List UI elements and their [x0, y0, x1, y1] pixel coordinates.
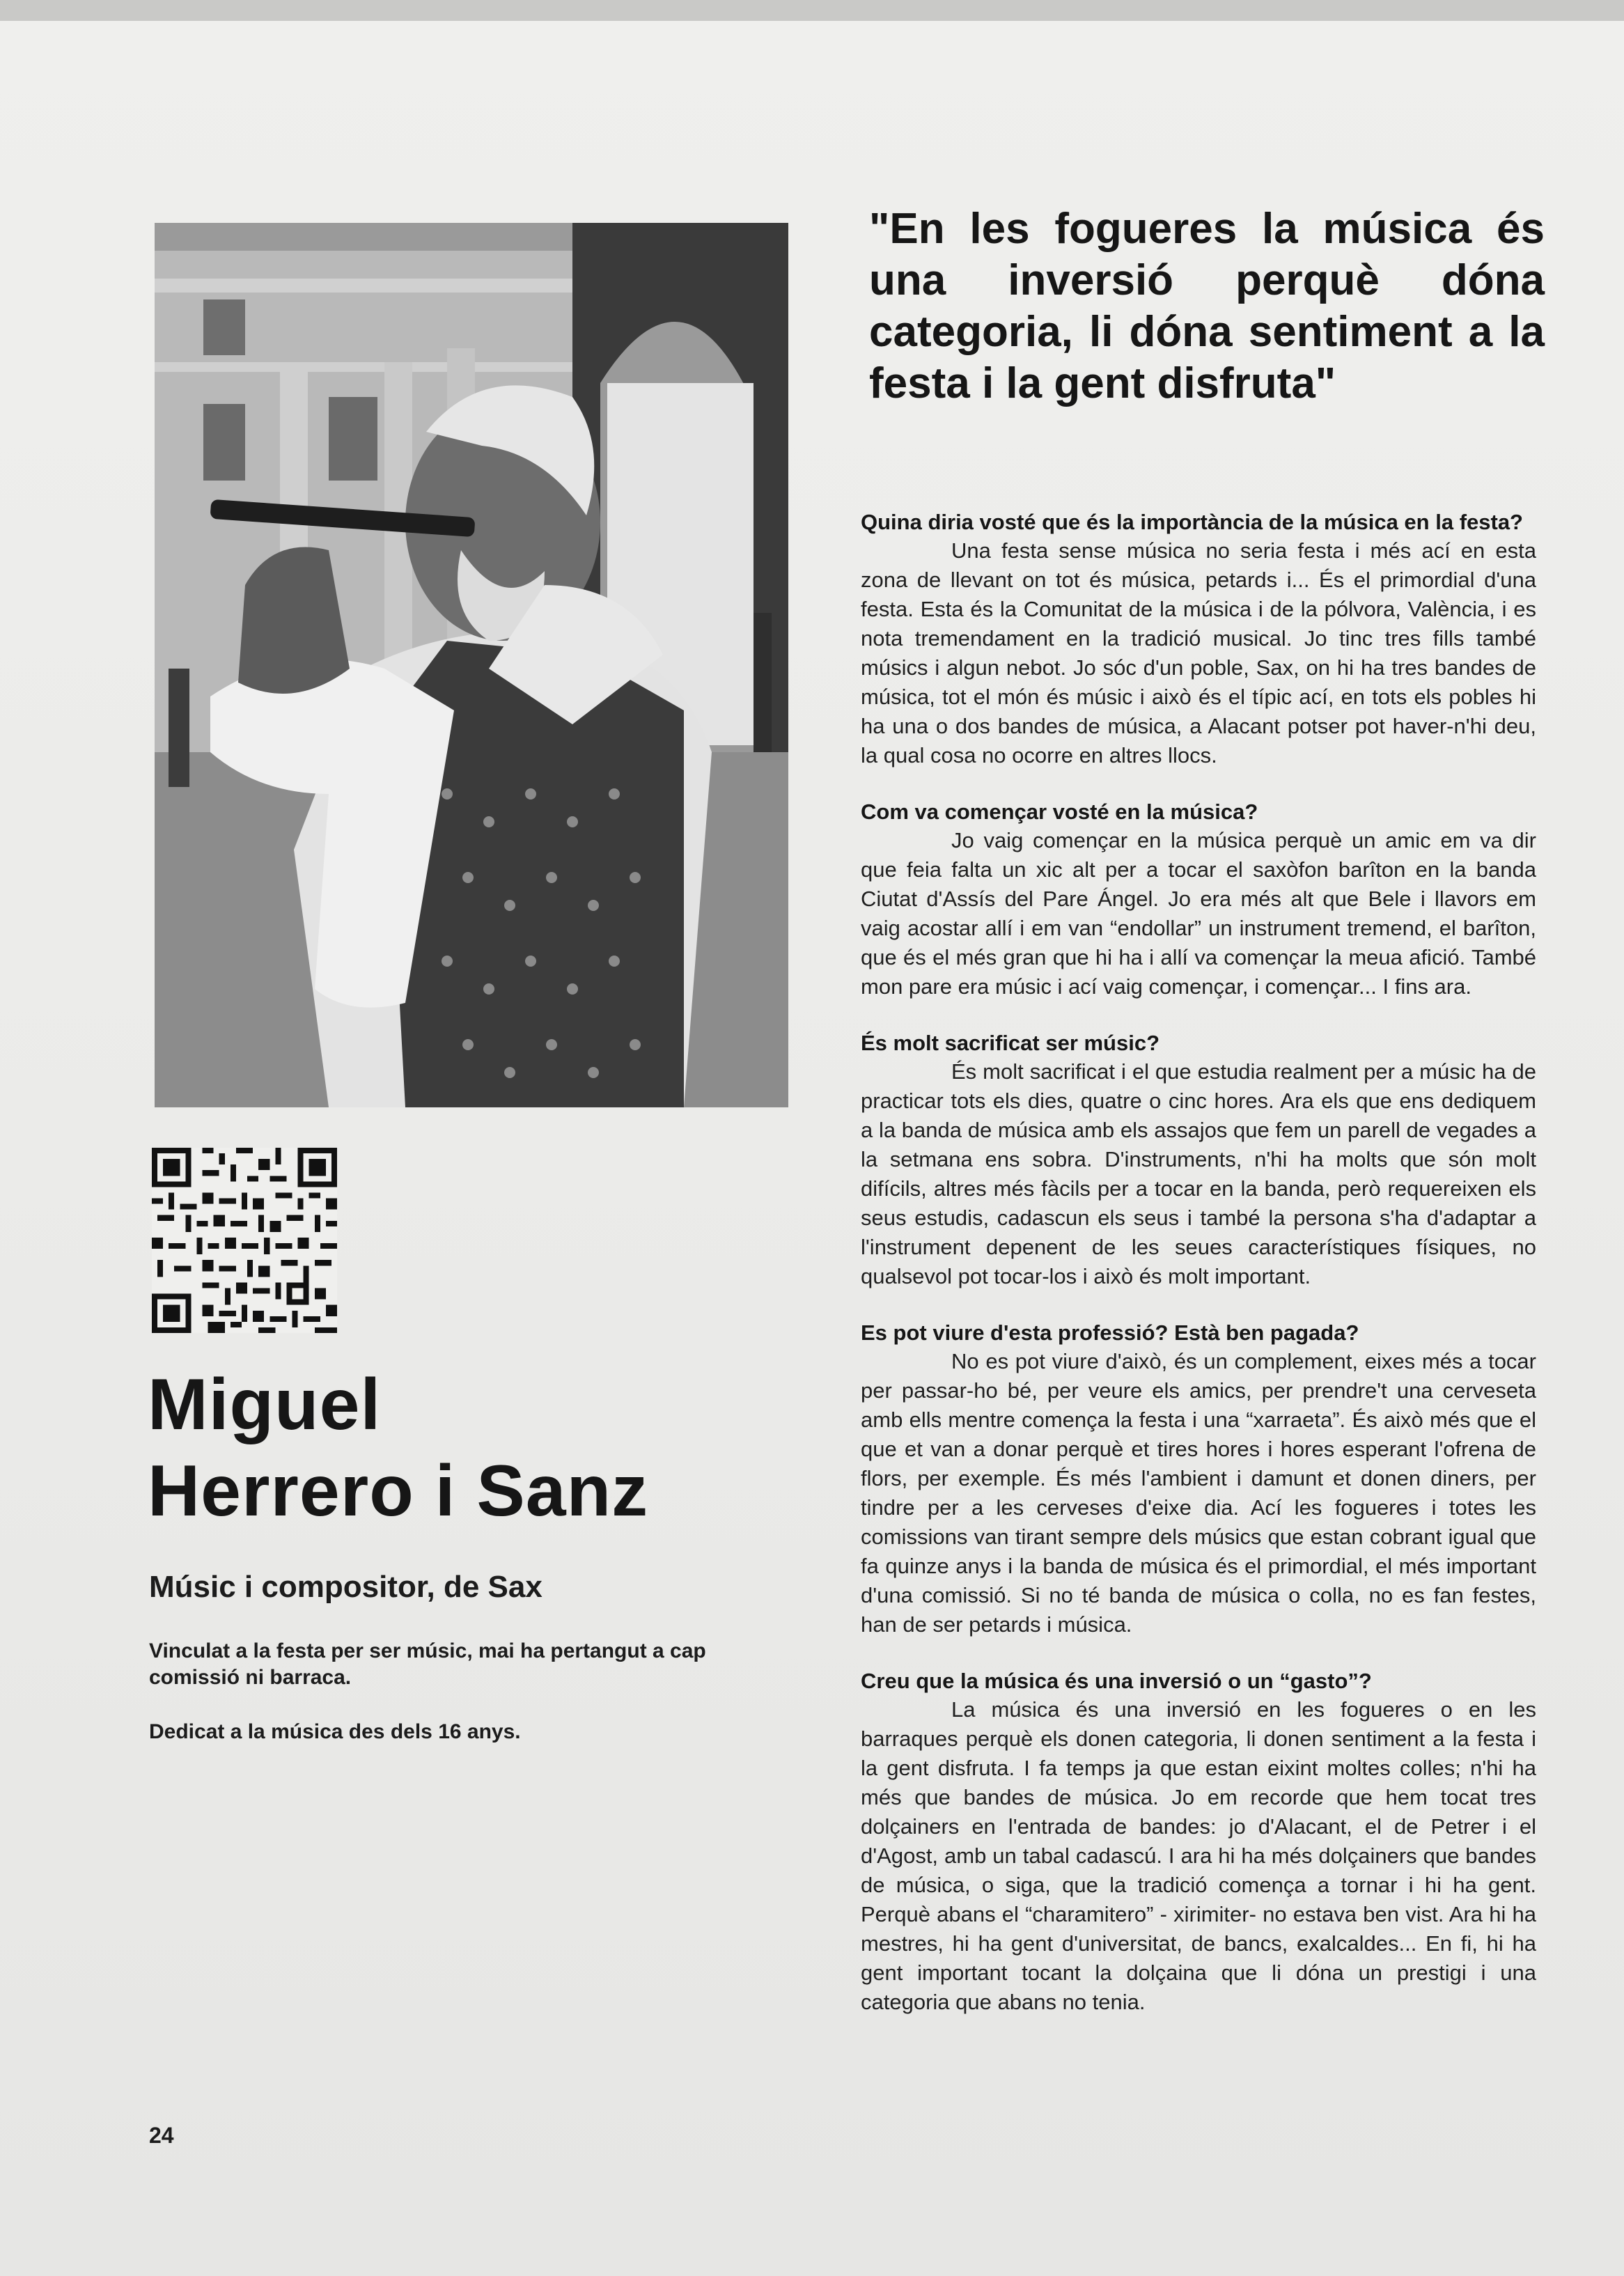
- bio-block: [149, 1638, 797, 1773]
- page-number: 24: [149, 2123, 174, 2148]
- interviewee-name: [148, 1362, 774, 1534]
- qa-block: [861, 798, 1536, 1001]
- interviewee-role: Músic i compositor, de Sax: [149, 1570, 542, 1604]
- pull-quote: "En les fogueres la música és una inversió perquè dóna categoria, li dóna sentiment a la festa i la gent disfruta": [869, 205, 1545, 407]
- bio-paragraph: Dedicat a la música des dels 16 anys.: [149, 1720, 521, 1743]
- qa-block: [861, 1319, 1536, 1639]
- answer: No es pot viure d'això, és un complement, eixes més a tocar per passar-ho bé, per veure els amics, per prendre't una cerveseta amb ells mentre comença la festa i una “xarraeta”. És això més que el que et van a donar perquè et tires hores i hores esperant l'ofrena de flors, per exemple. És més l'ambient i damunt et donen diners, per tindre per a les cerveses d'eixe dia. Ací les fogueres i totes les comissions van tirant sempre dels músics que estan cobrant igual que fa quinze anys i la banda de música és el primordial, el més important d'una comissió. Si no té banda de música o colla, no es fan festes, han de ser petards i música.: [861, 1349, 1536, 1637]
- answer: Una festa sense música no seria festa i més ací en esta zona de llevant on tot és música, petards i... És el primordial d'una festa. Esta és la Comunitat de la música i de la pólvora, València, i es nota tremendament en la tradició musical. Jo tinc tres fills també músics i algun nebot. Jo sóc d'un poble, Sax, on hi ha tres bandes de música, tot el món és músic i això és el típic ací, en tots els pobles hi ha una o dos bandes de música, a Alacant potser pot haver-n'hi deu, la qual cosa no ocorre en altres llocs.: [861, 538, 1536, 767]
- answer: És molt sacrificat i el que estudia realment per a músic ha de practicar tots els dies, quatre o cinc hores. Ara els que ens dediquem a la banda de música amb els assajos que fem un parell de vegades a la setmana ens sobra. D'instruments, n'hi ha molts que són molt difícils, altres més fàcils per a tocar en la banda, però requereixen els seus estudis, cadascun els seus i també la persona s'ha d'adaptar a l'instrument depenent de les seues característiques físiques, no qualsevol pot tocar-los i això és molt important.: [861, 1059, 1536, 1288]
- question: Quina diria vosté que és la importància de la música en la festa?: [861, 510, 1523, 534]
- answer: Jo vaig començar en la música perquè un amic em va dir que feia falta un xic alt per a tocar el saxòfon barîton en la banda Ciutat d'Assís del Pare Ángel. Jo era més alt que Bele i llavors em vaig acostar allí i em van “endollar” un instrument tremend, el barîton, que és el més gran que hi ha i allí va començar la meua afició. També mon pare era músic i ací vaig començar, i començar... I fins ara.: [861, 828, 1536, 999]
- qa-block: [861, 508, 1536, 770]
- qr-code-graphic: [152, 1145, 337, 1336]
- name-line-2: Herrero i Sanz: [148, 1451, 649, 1531]
- question: Es pot viure d'esta professió? Està ben pagada?: [861, 1320, 1359, 1345]
- question: És molt sacrificat ser músic?: [861, 1031, 1160, 1055]
- page-edge: [0, 0, 1624, 21]
- question: Creu que la música és una inversió o un “gasto”?: [861, 1669, 1372, 1693]
- magazine-page: [0, 21, 1624, 2276]
- name-line-1: Miguel: [148, 1364, 382, 1445]
- interview-body: [861, 508, 1536, 2045]
- answer: La música és una inversió en les fogueres o en les barraques perquè els donen categoria, li donen sentiment a la festa i la gent disfruta. I fa temps ja que estan eixint moltes colles; n'hi ha més que bandes de música. Jo em recorde que hem tocat tres dolçainers en l'entrada de bandes: jo d'Alacant, el de Petrer i el d'Agost, amb un tabal cadascú. I ara hi ha més dolçainers que bandes de música, o siga, que la tradició comença a tornar i hi ha gent. Perquè abans el “charamitero” - xirimiter- no estava ben vist. Ara hi ha mestres, hi ha gent d'universitat, de bancs, exalcaldes... En fi, hi ha gent important tocant la dolçaina que li dóna un prestigi i una categoria que abans no tenia.: [861, 1697, 1536, 2014]
- portrait-photo: [155, 223, 788, 1107]
- portrait-photo-image: [155, 223, 788, 1107]
- qr-code-icon[interactable]: [152, 1145, 337, 1336]
- question: Com va començar vosté en la música?: [861, 800, 1258, 824]
- bio-paragraph: Vinculat a la festa per ser músic, mai ha pertangut a cap comissió ni barraca.: [149, 1639, 706, 1689]
- qa-block: [861, 1667, 1536, 2017]
- qa-block: [861, 1029, 1536, 1291]
